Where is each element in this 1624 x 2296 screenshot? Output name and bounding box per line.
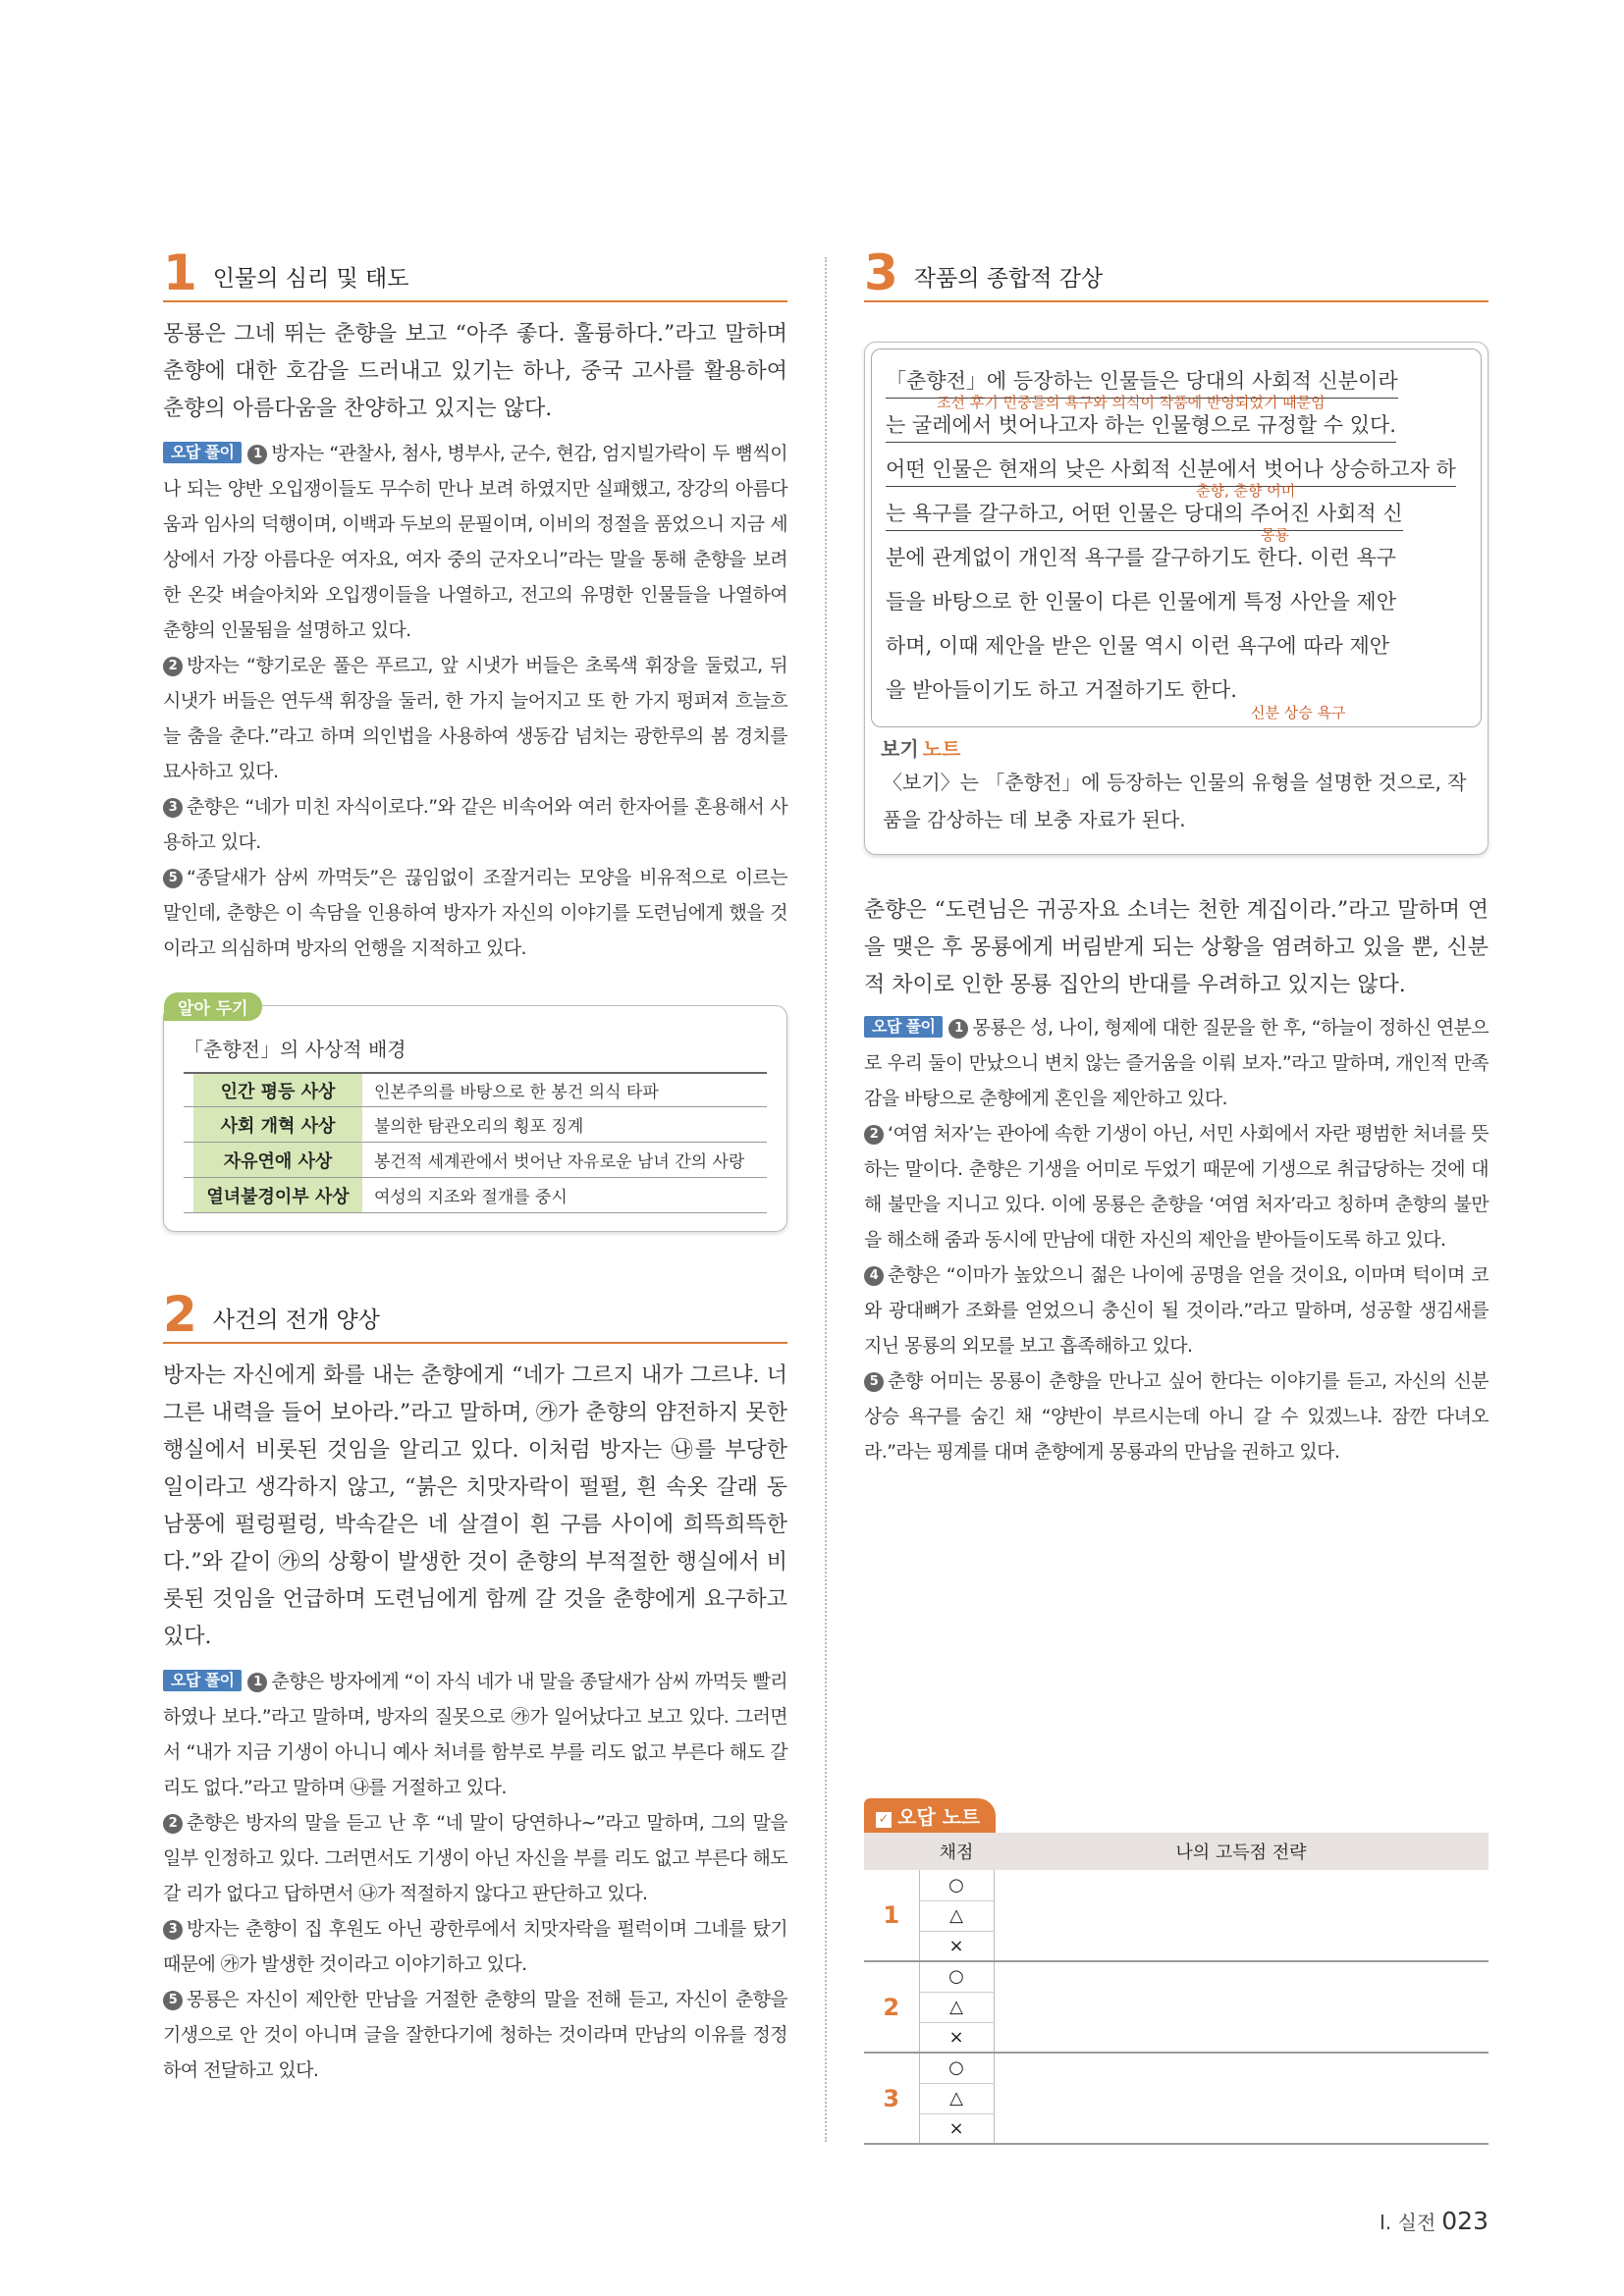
annotation: 조선 후기 민중들의 욕구와 의식이 작품에 반영되었기 때문임 <box>937 394 1326 411</box>
number-4-icon: 4 <box>864 1266 884 1286</box>
section-number: 2 <box>163 1286 197 1343</box>
know-value: 봉건적 세계관에서 벗어난 자유로운 남녀 간의 사랑 <box>374 1152 745 1172</box>
mark-circle[interactable]: ○ <box>919 1870 994 1900</box>
bogi-line <box>886 536 1467 580</box>
know-title: 「춘향전」의 사상적 배경 <box>184 1038 406 1061</box>
know-tab: 알아 두기 <box>164 992 262 1021</box>
bogi-text: 분에 관계없이 개인적 욕구를 갈구하기도 한다. 이런 욕구 <box>886 546 1396 569</box>
number-1-icon: 1 <box>247 445 267 464</box>
bogi-line <box>886 624 1467 668</box>
mark-triangle[interactable]: △ <box>919 2083 994 2113</box>
know-value: 인본주의를 바탕으로 한 봉건 의식 타파 <box>374 1083 659 1102</box>
wrong-answer-3 <box>163 1911 787 1982</box>
wrong-answer-2 <box>163 648 787 789</box>
wrong-answer-1 <box>163 436 787 648</box>
mark-cross[interactable]: × <box>919 2113 994 2144</box>
strategy-cell[interactable] <box>994 2053 1489 2144</box>
mark-cross[interactable]: × <box>919 2022 994 2053</box>
number-5-icon: 5 <box>163 869 183 888</box>
bogi-note-header <box>865 733 1488 762</box>
wrong-answer-badge: 오답 풀이 <box>163 442 242 463</box>
know-table <box>184 1072 767 1213</box>
wrong-answer-text: ‘여염 처자’는 관아에 속한 기생이 아닌, 서민 사회에서 자란 평범한 처녀를 뜻하는 말이다. 춘향은 기생을 어미로 두었기 때문에 기생으로 취급당하는 것에 대해 불만을 지니고 있다. 이에 몽룡은 춘향을 ‘여염 처자’라고 칭하며 춘향의 불만을 해소해 줌과 동시에 만남에 대한 자신의 제안을 받아들이도록 하고 있다. <box>864 1123 1489 1251</box>
check-icon: ✓ <box>876 1812 892 1828</box>
bogi-text: 는 욕구를 갈구하고, 어떤 인물은 당대의 주어진 사회적 신 <box>886 497 1403 531</box>
left-column <box>163 244 787 2088</box>
bogi-line <box>886 668 1467 713</box>
bogi-note-body: 〈보기〉는 「춘향전」에 등장하는 인물의 유형을 설명한 것으로, 작품을 감상하는 데 보충 자료가 된다. <box>883 771 1467 831</box>
know-key: 인간 평등 사상 <box>193 1074 362 1106</box>
bogi-note-accent: 노트 <box>922 737 961 761</box>
wrong-note-title: 오답 노트 <box>897 1805 981 1829</box>
wrong-answer-2 <box>864 1116 1489 1257</box>
wrong-answer-5 <box>163 1982 787 2088</box>
bogi-text: 을 받아들이기도 하고 거절하기도 한다. <box>886 678 1237 702</box>
wrong-answer-text: 춘향은 방자의 말을 듣고 난 후 “네 말이 당연하나~”라고 말하며, 그의 말을 일부 인정하고 있다. 그러면서도 기생이 아닌 자신을 부를 리도 없고 부른다 해도 갈 리가 없다고 답하면서 ㉯가 적절하지 않다고 판단하고 있다. <box>163 1812 787 1904</box>
section-number: 3 <box>864 244 898 301</box>
number-3-icon: 3 <box>163 1920 183 1940</box>
number-2-icon: 2 <box>864 1125 884 1145</box>
wrong-answer-text: “종달새가 삼씨 까먹듯”은 끊임없이 조잘거리는 모양을 비유적으로 이르는 말인데, 춘향은 이 속담을 인용하여 방자가 자신의 이야기를 도련님에게 했을 것이라고 의심하며 방자의 언행을 지적하고 있다. <box>163 867 787 959</box>
footer-section: I. 실전 <box>1380 2211 1436 2234</box>
know-row <box>184 1178 767 1213</box>
wrong-answer-3 <box>163 789 787 860</box>
mark-triangle[interactable]: △ <box>919 1900 994 1931</box>
wrong-note-tab <box>864 1798 996 1833</box>
know-row <box>184 1107 767 1143</box>
annotation: 춘향, 춘향 어미 <box>1196 482 1296 500</box>
mark-cross[interactable]: × <box>919 1931 994 1961</box>
section-1-header <box>163 244 787 302</box>
bogi-text: 하며, 이때 제안을 받은 인물 역시 이런 욕구에 따라 제안 <box>886 634 1390 658</box>
number-5-icon: 5 <box>864 1372 884 1392</box>
wrong-answer-1 <box>864 1010 1489 1116</box>
wrong-answer-text: 춘향은 방자에게 “이 자식 네가 내 말을 종달새가 삼씨 까먹듯 빨리하였나 보다.”라고 말하며, 방자의 질못으로 ㉮가 일어났다고 보고 있다. 그러면서 “내가 지금 기생이 아니니 예사 처녀를 함부로 부를 리도 없고 부른다 해도 갈 리도 없다.”라고 말하며 ㉯를 거절하고 있다. <box>163 1671 787 1798</box>
strategy-cell[interactable] <box>994 1870 1489 1961</box>
wrong-answer-5 <box>163 860 787 966</box>
number-1-icon: 1 <box>247 1673 267 1692</box>
table-row <box>864 2053 1489 2083</box>
wrong-note-table <box>864 1833 1489 2145</box>
wrong-answer-1 <box>163 1664 787 1805</box>
number-1-icon: 1 <box>948 1019 968 1039</box>
wrong-answer-badge: 오답 풀이 <box>163 1670 242 1691</box>
section-3-header <box>864 244 1489 302</box>
section-2-header <box>163 1286 787 1344</box>
wrong-answer-badge: 오답 풀이 <box>864 1016 943 1038</box>
wrong-answer-text: 방자는 춘향이 집 후원도 아닌 광한루에서 치맛자락을 펄럭이며 그네를 탔기 때문에 ㉮가 발생한 것이라고 이야기하고 있다. <box>163 1918 787 1975</box>
strategy-cell[interactable] <box>994 1961 1489 2053</box>
know-row <box>184 1072 767 1107</box>
section-title: 작품의 종합적 감상 <box>913 266 1104 292</box>
number-2-icon: 2 <box>163 1814 183 1834</box>
header-strategy: 나의 고득점 전략 <box>994 1833 1489 1870</box>
bogi-text: 는 굴레에서 벗어나고자 하는 인물형으로 규정할 수 있다. <box>886 408 1396 443</box>
wrong-answer-4 <box>864 1257 1489 1363</box>
wrong-answer-text: 방자는 “관찰사, 첨사, 병부사, 군수, 현감, 엄지빌가락이 두 뼘씩이나 되는 양반 오입쟁이들도 무수히 만나 보려 하였지만 실패했고, 장강의 아름다움과 임사의 덕행이며, 이백과 두보의 문필이며, 이비의 정절을 품었으니 지금 세상에서 가장 아름다운 여자요, 여자 중의 군자오니”라는 말을 통해 춘향을 보려 한 온갖 벼슬아치와 오입쟁이들을 나열하고, 전고의 유명한 인물들을 나열하여 춘향의 인물됨을 설명하고 있다. <box>163 443 787 641</box>
bogi-box <box>864 342 1489 855</box>
bogi-text: 「춘향전」에 등장하는 인물들은 당대의 사회적 신분이라 <box>886 364 1398 399</box>
section-2-answer: 방자는 자신에게 화를 내는 춘향에게 “네가 그르지 내가 그르냐. 너 그른 내력을 들어 보아라.”라고 말하며, ㉮가 춘향의 얌전하지 못한 행실에서 비롯된 것임을 알리고 있다. 이처럼 방자는 ㉯를 부당한 일이라고 생각하지 않고, “붉은 치맛자락이 펄펄, 흰 속옷 갈래 동남풍에 펄렁펄렁, 박속같은 네 살결이 흰 구름 사이에 희뜩희뜩한다.”와 같이 ㉮의 상황이 발생한 것이 춘향의 부적절한 행실에서 비롯된 것임을 언급하며 도련님에게 함께 갈 것을 춘향에게 요구하고 있다. <box>163 1363 787 1649</box>
column-divider <box>825 257 827 2142</box>
mark-circle[interactable]: ○ <box>919 2053 994 2083</box>
header-blank <box>864 1833 919 1870</box>
know-box <box>163 999 787 1232</box>
section-number: 1 <box>163 244 197 301</box>
item-number: 2 <box>864 1961 919 2053</box>
table-row <box>864 1961 1489 1992</box>
bogi-passage <box>871 348 1482 727</box>
page-number: 023 <box>1441 2207 1489 2235</box>
section-3-answer: 춘향은 “도련님은 귀공자요 소녀는 천한 계집이라.”라고 말하며 연을 맺은 후 몽룡에게 버림받게 되는 상황을 염려하고 있을 뿐, 신분적 차이로 인한 몽룡 집안의 반대를 우려하고 있지는 않다. <box>864 898 1489 997</box>
know-value: 불의한 탐관오리의 횡포 징계 <box>374 1117 584 1137</box>
annotation: 신분 상승 욕구 <box>1251 704 1346 721</box>
know-key: 자유연애 사상 <box>193 1143 362 1177</box>
bogi-text: 들을 바탕으로 한 인물이 다른 인물에게 특정 사안을 제안 <box>886 590 1396 614</box>
number-3-icon: 3 <box>163 798 183 818</box>
wrong-answer-text: 춘향 어미는 몽룡이 춘향을 만나고 싶어 한다는 이야기를 듣고, 자신의 신분 상승 욕구를 숨긴 채 “양반이 부르시는데 아니 갈 수 있겠느냐. 잠깐 다녀오라.”라는 핑계를 대며 춘향에게 몽룡과의 만남을 권하고 있다. <box>864 1370 1489 1463</box>
wrong-answer-text: 몽룡은 자신이 제안한 만남을 거절한 춘향의 말을 전해 듣고, 자신이 춘향을 기생으로 안 것이 아니며 글을 잘한다기에 청하는 것이라며 만남의 이유를 정정하여 전달하고 있다. <box>163 1989 787 2081</box>
right-column <box>864 244 1489 1469</box>
number-5-icon: 5 <box>163 1991 183 2010</box>
mark-triangle[interactable]: △ <box>919 1992 994 2022</box>
know-key: 사회 개혁 사상 <box>193 1107 362 1142</box>
know-row <box>184 1143 767 1178</box>
number-2-icon: 2 <box>163 657 183 676</box>
bogi-text: 어떤 인물은 현재의 낮은 사회적 신분에서 벗어나 상승하고자 하 <box>886 453 1456 487</box>
wrong-answer-2 <box>163 1805 787 1911</box>
section-title: 인물의 심리 및 태도 <box>212 266 409 292</box>
wrong-note <box>864 1798 1489 2145</box>
bogi-line <box>886 580 1467 624</box>
header-score: 채점 <box>919 1833 994 1870</box>
wrong-answer-text: 방자는 “향기로운 풀은 푸르고, 앞 시냇가 버들은 초록색 휘장을 둘렀고, 뒤 시냇가 버들은 연두색 휘장을 둘러, 한 가지 늘어지고 또 한 가지 펑퍼져 흐늘흐늘 춤을 춘다.”라고 하며 의인법을 사용하여 생동감 넘치는 광한루의 봄 경치를 묘사하고 있다. <box>163 655 787 782</box>
section-title: 사건의 전개 양상 <box>212 1308 380 1333</box>
section-3-wrong-answers <box>864 1010 1489 1469</box>
annotation: 몽룡 <box>1261 526 1289 544</box>
table-row <box>864 1870 1489 1900</box>
know-key: 열녀불경이부 사상 <box>193 1178 362 1212</box>
know-value: 여성의 지조와 절개를 중시 <box>374 1188 568 1207</box>
item-number: 3 <box>864 2053 919 2144</box>
page-footer <box>1380 2207 1489 2235</box>
item-number: 1 <box>864 1870 919 1961</box>
bogi-line <box>886 448 1467 492</box>
section-2-wrong-answers <box>163 1664 787 2088</box>
wrong-answer-5 <box>864 1363 1489 1469</box>
wrong-answer-text: 춘향은 “이마가 높았으니 젊은 나이에 공명을 얻을 것이요, 이마며 턱이며 코와 광대뼈가 조화를 얻었으니 충신이 될 것이라.”라고 말하며, 성공할 생김새를 지닌 몽룡의 외모를 보고 흡족해하고 있다. <box>864 1264 1489 1357</box>
wrong-answer-text: 몽룡은 성, 나이, 형제에 대한 질문을 한 후, “하늘이 정하신 연분으로 우리 둘이 만났으니 변치 않는 즐거움을 이뤄 보자.”라고 말하며, 개인적 만족감을 바탕으로 춘향에게 혼인을 제안하고 있다. <box>864 1017 1489 1109</box>
bogi-note-label: 보기 <box>881 737 919 761</box>
section-1-answer: 몽룡은 그네 뛰는 춘향을 보고 “아주 좋다. 훌륭하다.”라고 말하며 춘향에 대한 호감을 드러내고 있기는 하나, 중국 고사를 활용하여 춘향의 아름다움을 찬양하고 있지는 않다. <box>163 322 787 421</box>
wrong-answer-text: 춘향은 “네가 미친 자식이로다.”와 같은 비속어와 여러 한자어를 혼용해서 사용하고 있다. <box>163 796 787 853</box>
mark-circle[interactable]: ○ <box>919 1961 994 1992</box>
wrong-note-header-row <box>864 1833 1489 1870</box>
section-1-wrong-answers <box>163 436 787 966</box>
bogi-line <box>886 492 1467 536</box>
